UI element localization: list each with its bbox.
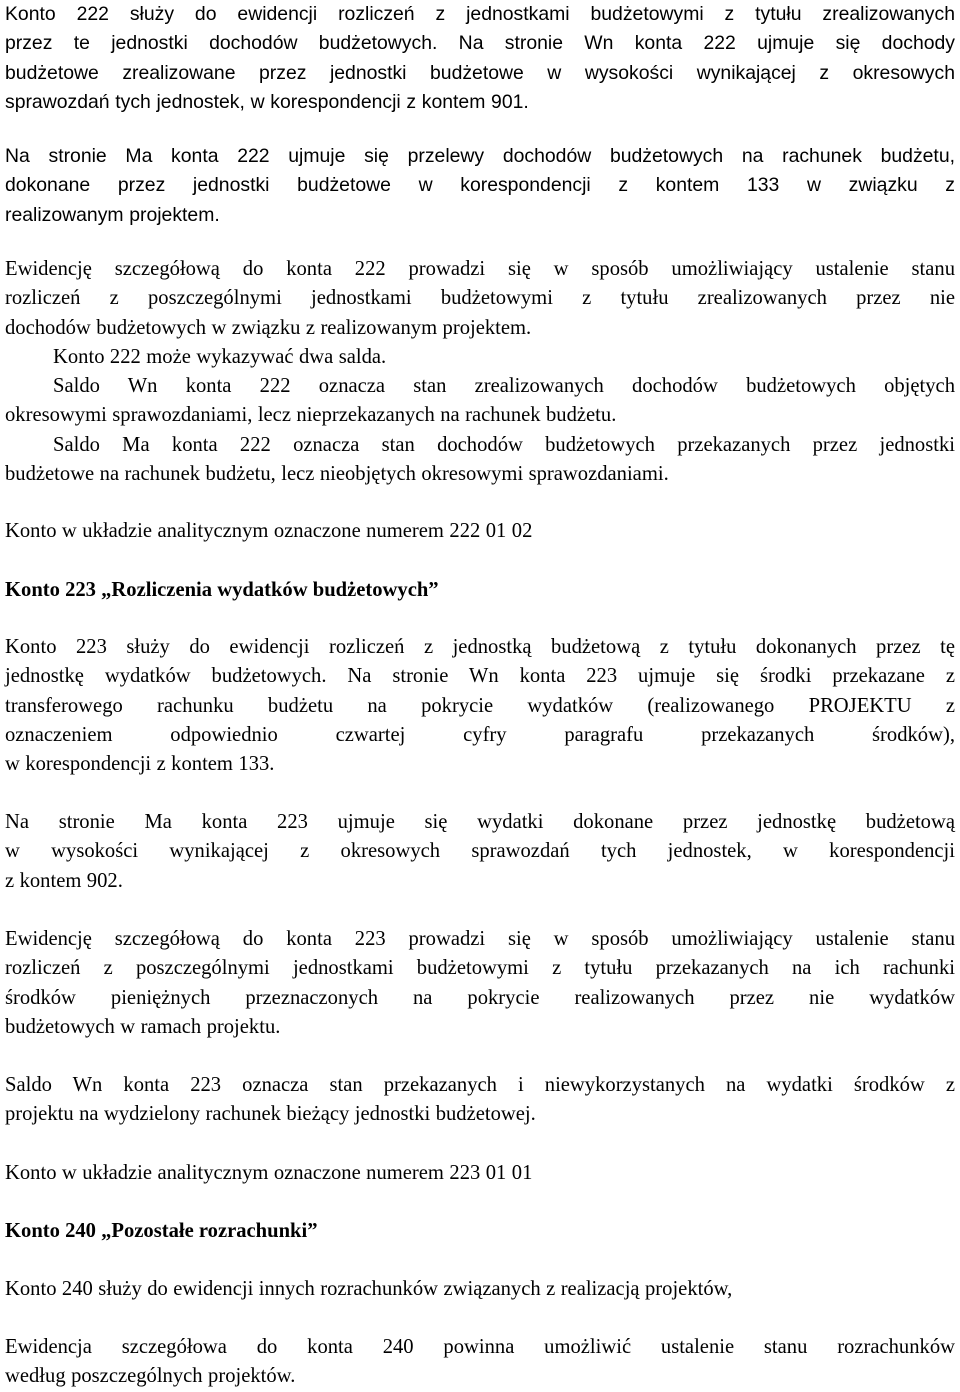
text-line: oznaczeniem odpowiednio czwartej cyfry paragrafu przekazanych środków),	[5, 723, 955, 746]
text-line: Konto w układzie analitycznym oznaczone numerem 223 01 01	[5, 1162, 533, 1184]
text-line: dokonane przez jednostki budżetowe w korespondencji z kontem 133 w związku z	[5, 174, 955, 197]
paragraph-konto-240-ewidencja	[5, 1333, 955, 1392]
text-line: sprawozdań tych jednostek, w korespondencji z kontem 901.	[5, 90, 529, 113]
paragraph-konto-222-ma	[5, 142, 955, 230]
text-line: Saldo Ma konta 222 oznacza stan dochodów budżetowych przekazanych przez jednostki	[53, 433, 955, 456]
text-line: rozliczeń z poszczególnymi jednostkami budżetowymi z tytułu zrealizowanych przez nie	[5, 287, 955, 310]
text-line: dochodów budżetowych w związku z realizowanym projektem.	[5, 316, 532, 339]
paragraph-konto-223-saldo	[5, 1071, 955, 1130]
text-line: Saldo Wn konta 222 oznacza stan zrealizowanych dochodów budżetowych objętych	[53, 375, 955, 398]
text-line: Konto 240 służy do ewidencji innych rozrachunków związanych z realizacją projektów,	[5, 1278, 733, 1300]
text-line: Saldo Wn konta 223 oznacza stan przekazanych i niewykorzystanych na wydatki środków z	[5, 1074, 955, 1096]
heading-text: Konto 223 „Rozliczenia wydatków budżetowych”	[5, 579, 439, 601]
text-line: jednostkę wydatków budżetowych. Na stronie Wn konta 223 ujmuje się środki przekazane z	[5, 665, 955, 688]
text-line: budżetowych w ramach projektu.	[5, 1015, 281, 1038]
heading-konto-223	[5, 576, 955, 605]
text-line: budżetowe na rachunek budżetu, lecz nieobjętych okresowymi sprawozdaniami.	[5, 463, 669, 486]
text-line: Na stronie Ma konta 223 ujmuje się wydatki dokonane przez jednostkę budżetową	[5, 811, 955, 833]
text-line: przez te jednostki dochodów budżetowych. Na stronie Wn konta 222 ujmuje się dochody	[5, 32, 955, 55]
text-line: według poszczególnych projektów.	[5, 1365, 296, 1388]
paragraph-analityka-223	[5, 1159, 955, 1188]
paragraph-konto-240-intro	[5, 1275, 955, 1304]
text-line: transferowego rachunku budżetu na pokrycie wydatków (realizowanego PROJEKTU z	[5, 694, 955, 717]
text-line: Konto 222 służy do ewidencji rozliczeń z jednostkami budżetowymi z tytułu zrealizowanych	[5, 3, 955, 25]
text-line: rozliczeń z poszczególnymi jednostkami budżetowymi z tytułu przekazanych na ich rachunki	[5, 957, 955, 980]
text-line: Na stronie Ma konta 222 ujmuje się przelewy dochodów budżetowych na rachunek budżetu,	[5, 145, 955, 167]
paragraph-konto-222-ewidencja	[5, 255, 955, 489]
paragraph-konto-222-intro	[5, 0, 955, 117]
text-line: Ewidencję szczegółową do konta 222 prowadzi się w sposób umożliwiający ustalenie stanu	[5, 258, 955, 280]
paragraph-konto-223-ewidencja	[5, 925, 955, 1042]
paragraph-konto-223-intro	[5, 633, 955, 779]
text-line: Konto 222 może wykazywać dwa salda.	[53, 345, 387, 368]
text-line: okresowymi sprawozdaniami, lecz nieprzekazanych na rachunek budżetu.	[5, 404, 617, 427]
text-line: Konto w układzie analitycznym oznaczone numerem 222 01 02	[5, 520, 533, 542]
text-line: w korespondencji z kontem 133.	[5, 753, 275, 776]
text-line: budżetowe zrealizowane przez jednostki budżetowe w wysokości wynikającej z okresowych	[5, 61, 955, 84]
heading-konto-240	[5, 1217, 955, 1246]
paragraph-konto-223-ma	[5, 808, 955, 896]
text-line: Ewidencję szczegółową do konta 223 prowadzi się w sposób umożliwiający ustalenie stanu	[5, 928, 955, 950]
text-line: w wysokości wynikającej z okresowych sprawozdań tych jednostek, w korespondencji	[5, 840, 955, 863]
text-line: projektu na wydzielony rachunek bieżący jednostki budżetowej.	[5, 1103, 536, 1126]
heading-text: Konto 240 „Pozostałe rozrachunki”	[5, 1220, 318, 1242]
text-line: realizowanym projektem.	[5, 203, 220, 226]
text-line: Konto 223 służy do ewidencji rozliczeń z jednostką budżetową z tytułu dokonanych przez tę	[5, 636, 955, 658]
paragraph-analityka-222	[5, 517, 955, 546]
text-line: środków pieniężnych przeznaczonych na pokrycie realizowanych przez nie wydatków	[5, 986, 955, 1009]
text-line: z kontem 902.	[5, 869, 123, 892]
text-line: Ewidencja szczegółowa do konta 240 powinna umożliwić ustalenie stanu rozrachunków	[5, 1336, 955, 1358]
